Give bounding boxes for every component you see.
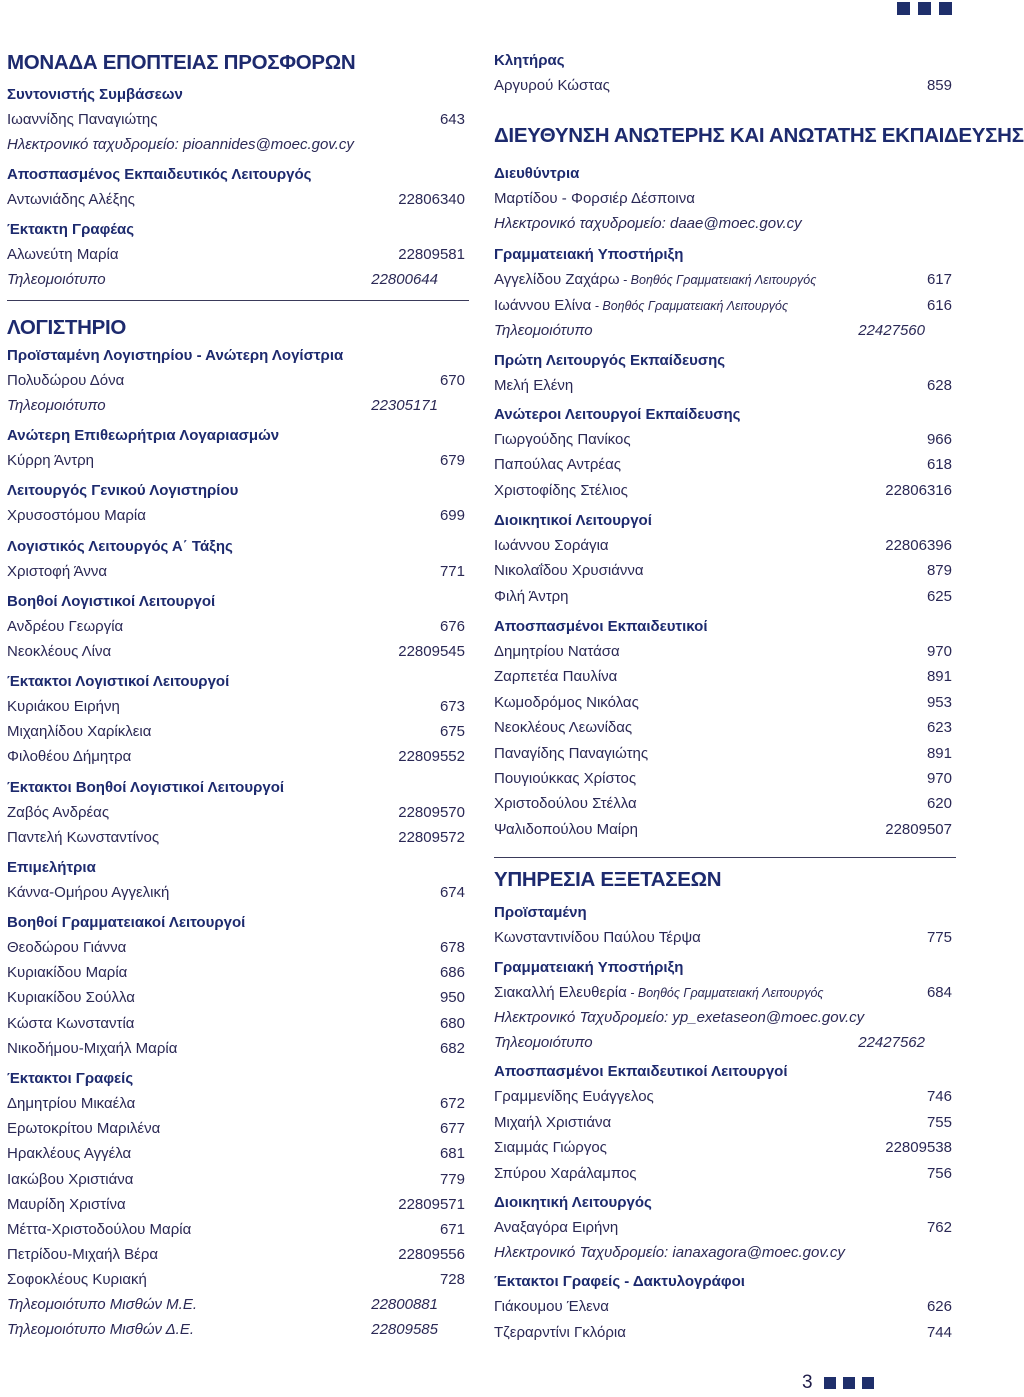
person-role: - Βοηθός Γραμματειακή Λειτουργός — [591, 299, 789, 313]
decorative-square — [843, 1377, 855, 1389]
phone-number: 762 — [926, 1219, 952, 1236]
contact-row — [494, 1323, 952, 1343]
fax-label: Τηλεομοιότυπο — [7, 271, 106, 288]
phone-number: 779 — [439, 1170, 465, 1188]
fax-row — [7, 1320, 465, 1340]
phone-number: 618 — [926, 456, 952, 474]
phone-number: 22806340 — [398, 191, 465, 208]
fax-row — [494, 1033, 952, 1053]
contact-row — [7, 1270, 465, 1290]
contact-row — [494, 642, 952, 662]
contact-row — [494, 536, 952, 556]
role-heading: Αποσπασμένοι Εκπαιδευτικοί — [494, 618, 708, 635]
role-heading: Βοηθοί Λογιστικοί Λειτουργοί — [7, 593, 216, 610]
person-name: Χρυσοστόμου Μαρία — [7, 507, 146, 524]
fax-row — [7, 396, 465, 416]
phone-number: 966 — [926, 431, 952, 448]
contact-row — [494, 744, 952, 764]
person-name: Σοφοκλέους Κυριακή — [7, 1271, 147, 1289]
fax-label: Τηλεομοιότυπο — [7, 397, 106, 415]
role-heading: Αποσπασμένος Εκπαιδευτικός Λειτουργός — [7, 166, 312, 183]
section-title: ΔΙΕΥΘΥΝΣΗ ΑΝΩΤΕΡΗΣ ΚΑΙ ΑΝΩΤΑΤΗΣ ΕΚΠΑΙΔΕΥΣΗΣ — [494, 124, 1024, 147]
person-name: Μελή Ελένη — [494, 377, 574, 394]
phone-number: 684 — [926, 984, 952, 1001]
role-heading: Έκτακτοι Γραφείς - Δακτυλογράφοι — [494, 1273, 745, 1290]
contact-row — [7, 1119, 465, 1139]
role-heading: Κλητήρας — [494, 52, 565, 69]
contact-row — [7, 110, 465, 130]
decorative-square — [939, 2, 952, 15]
person-name: Σιαμμάς Γιώργος — [494, 1139, 607, 1156]
phone-number: 22809571 — [398, 1195, 465, 1213]
fax-number: 22809585 — [371, 1321, 438, 1338]
contact-row — [7, 371, 465, 391]
contact-row — [494, 1138, 952, 1158]
person-name: Κυριακίδου Σούλλα — [7, 989, 135, 1007]
person-name: Κυριάκου Ειρήνη — [7, 698, 120, 715]
section-divider — [7, 300, 469, 301]
phone-number: 616 — [926, 297, 952, 314]
person-name: Μαρτίδου - Φορσιέρ Δέσποινα — [494, 190, 695, 207]
role-heading: Λογιστικός Λειτουργός Α΄ Τάξης — [7, 538, 233, 555]
person-name: Δημητρίου Νατάσα — [494, 643, 620, 660]
person-name: Παναγίδης Παναγιώτης — [494, 744, 649, 762]
contact-row — [7, 828, 465, 848]
contact-row — [7, 963, 465, 983]
role-heading: Διευθύντρια — [494, 165, 580, 182]
role-heading: Έκτακτη Γραφέας — [7, 221, 135, 238]
contact-row — [494, 481, 952, 501]
contact-row — [7, 697, 465, 717]
phone-number: 620 — [926, 795, 952, 813]
person-name: Νεοκλέους Λίνα — [7, 643, 112, 661]
role-heading: Γραμματειακή Υποστήριξη — [494, 959, 684, 976]
person-name: Νεοκλέους Λεωνίδας — [494, 719, 633, 737]
role-heading: Λειτουργός Γενικού Λογιστηρίου — [7, 482, 239, 499]
role-heading: Ανώτεροι Λειτουργοί Εκπαίδευσης — [494, 406, 741, 423]
person-name: Αντωνιάδης Αλέξης — [7, 191, 135, 208]
phone-number: 771 — [439, 563, 465, 580]
person-name: Γραμμενίδης Ευάγγελος — [494, 1088, 654, 1105]
person-name: Χριστοφίδης Στέλιος — [494, 481, 628, 499]
contact-row — [7, 1170, 465, 1190]
contact-row — [7, 1014, 465, 1034]
person-name: Νικολαΐδου Χρυσιάννα — [494, 562, 644, 580]
person-name: Αλωνεύτη Μαρία — [7, 246, 119, 263]
contact-row — [494, 928, 952, 948]
role-heading: Πρώτη Λειτουργός Εκπαίδευσης — [494, 352, 726, 369]
contact-row — [494, 1297, 952, 1317]
fax-row — [7, 270, 465, 290]
phone-number: 756 — [926, 1164, 952, 1182]
section-title: ΥΠΗΡΕΣΙΑ ΕΞΕΤΑΣΕΩΝ — [494, 868, 722, 891]
person-name: Φιλή Άντρη — [494, 587, 569, 605]
section-title: ΛΟΓΙΣΤΗΡΙΟ — [7, 316, 127, 339]
person-name: Κυριακίδου Μαρία — [7, 964, 128, 982]
contact-row — [494, 820, 952, 840]
contact-row — [7, 1094, 465, 1114]
role-heading: Βοηθοί Γραμματειακοί Λειτουργοί — [7, 914, 246, 931]
fax-number: 22427560 — [858, 322, 925, 339]
decorative-square — [862, 1377, 874, 1389]
contact-row — [7, 747, 465, 767]
phone-number: 677 — [439, 1120, 465, 1138]
person-name: Ζαβός Ανδρέας — [7, 804, 110, 821]
role-heading: Συντονιστής Συμβάσεων — [7, 86, 183, 103]
contact-row — [494, 189, 952, 209]
phone-number: 22806396 — [885, 537, 952, 554]
phone-number: 22809570 — [398, 804, 465, 821]
role-heading: Διοικητική Λειτουργός — [494, 1194, 652, 1211]
decorative-square — [918, 2, 931, 15]
role-heading: Προϊσταμένη Λογιστηρίου - Ανώτερη Λογίστρια — [7, 347, 344, 364]
contact-row — [7, 803, 465, 823]
person-name: Γιωργούδης Πανίκος — [494, 431, 631, 448]
phone-number: 953 — [926, 693, 952, 711]
top-corner-squares — [897, 2, 952, 15]
contact-row — [494, 296, 952, 316]
section-divider — [494, 857, 956, 858]
contact-row — [7, 562, 465, 582]
phone-number: 674 — [439, 884, 465, 901]
role-heading: Επιμελήτρια — [7, 859, 96, 876]
phone-number: 891 — [926, 744, 952, 762]
person-name: Μαυρίδη Χριστίνα — [7, 1195, 126, 1213]
person-name: Γιάκουμου Έλενα — [494, 1298, 609, 1315]
person-name: Αργυρού Κώστας — [494, 77, 610, 94]
contact-row — [7, 1144, 465, 1164]
contact-row — [7, 642, 465, 662]
phone-number: 22809538 — [885, 1139, 952, 1156]
contact-row — [7, 245, 465, 265]
phone-number: 728 — [439, 1271, 465, 1289]
person-name: Χριστοδούλου Στέλλα — [494, 795, 637, 813]
contact-row — [494, 270, 952, 290]
person-name: Μέττα-Χριστοδούλου Μαρία — [7, 1221, 192, 1238]
phone-number: 617 — [926, 271, 952, 288]
person-name: Κώστα Κωνσταντία — [7, 1014, 135, 1032]
phone-number: 628 — [926, 377, 952, 394]
contact-row — [494, 667, 952, 687]
person-name: Φιλοθέου Δήμητρα — [7, 748, 132, 766]
phone-number: 746 — [926, 1088, 952, 1105]
page-number: 3 — [802, 1372, 813, 1393]
person-name: Παπούλας Αντρέας — [494, 456, 621, 474]
person-name: Χριστοφή Άννα — [7, 563, 108, 580]
person-name: Ερωτοκρίτου Μαριλένα — [7, 1120, 161, 1138]
phone-number: 22809556 — [398, 1246, 465, 1264]
person-name: Πουγιούκκας Χρίστος — [494, 770, 637, 787]
contact-row — [7, 190, 465, 210]
role-heading: Γραμματειακή Υποστήριξη — [494, 246, 684, 263]
phone-number: 744 — [926, 1324, 952, 1341]
fax-number: 22427562 — [858, 1034, 925, 1051]
contact-row — [494, 769, 952, 789]
role-heading: Προϊσταμένη — [494, 904, 587, 921]
person-name: Ιωάννου Ελίνα — [494, 297, 592, 314]
fax-label: Τηλεομοιότυπο — [494, 322, 593, 339]
person-name: Σπύρου Χαράλαμπος — [494, 1164, 637, 1182]
person-name: Θεοδώρου Γιάννα — [7, 939, 127, 956]
contact-row — [494, 718, 952, 738]
contact-row — [494, 794, 952, 814]
email-address[interactable]: Ηλεκτρονικό Ταχυδρομείο: yp_exetaseon@moec.gov.cy — [494, 1009, 865, 1026]
person-name: Κάννα-Ομήρου Αγγελική — [7, 884, 170, 901]
phone-number: 672 — [439, 1095, 465, 1112]
phone-number: 623 — [926, 719, 952, 737]
phone-number: 675 — [439, 723, 465, 741]
page-number-footer — [802, 1372, 874, 1394]
contact-row — [7, 506, 465, 526]
person-name: Ιακώβου Χριστιάνα — [7, 1170, 134, 1188]
phone-number: 22809552 — [398, 748, 465, 766]
fax-number: 22800881 — [371, 1296, 438, 1313]
person-name: Ζαρπετέα Παυλίνα — [494, 668, 618, 686]
phone-number: 22806316 — [885, 481, 952, 499]
phone-number: 859 — [926, 77, 952, 94]
contact-row — [494, 1218, 952, 1238]
phone-number: 681 — [439, 1145, 465, 1163]
phone-number: 686 — [439, 964, 465, 982]
role-heading: Ανώτερη Επιθεωρήτρια Λογαριασμών — [7, 427, 280, 444]
person-name: Ηρακλέους Αγγέλα — [7, 1145, 132, 1163]
role-heading: Έκτακτοι Λογιστικοί Λειτουργοί — [7, 673, 230, 690]
contact-row — [494, 587, 952, 607]
role-heading: Έκτακτοι Βοηθοί Λογιστικοί Λειτουργοί — [7, 779, 285, 796]
contact-row — [494, 561, 952, 581]
phone-number: 625 — [926, 587, 952, 605]
phone-number: 970 — [926, 643, 952, 660]
phone-number: 626 — [926, 1298, 952, 1315]
section-title: ΜΟΝΑΔΑ ΕΠΟΠΤΕΙΑΣ ΠΡΟΣΦΟΡΩΝ — [7, 51, 356, 74]
person-name: Μιχαήλ Χριστιάνα — [494, 1113, 612, 1131]
phone-number: 678 — [439, 939, 465, 956]
person-name: Πετρίδου-Μιχαήλ Βέρα — [7, 1246, 159, 1264]
person-name: Νικοδήμου-Μιχαήλ Μαρία — [7, 1039, 178, 1057]
phone-number: 679 — [439, 452, 465, 469]
person-name: Ιωαννίδης Παναγιώτης — [7, 111, 158, 128]
contact-row — [494, 1087, 952, 1107]
phone-number: 755 — [926, 1113, 952, 1131]
phone-number: 643 — [439, 111, 465, 128]
email-address[interactable]: Ηλεκτρονικό Ταχυδρομείο: ianaxagora@moec.gov.cy — [494, 1244, 845, 1261]
fax-row — [7, 1295, 465, 1315]
person-name: Αγγελίδου Ζαχάρω — [494, 271, 620, 288]
contact-row — [494, 430, 952, 450]
person-name: Ανδρέου Γεωργία — [7, 618, 124, 635]
person-name: Πολυδώρου Δόνα — [7, 372, 125, 389]
fax-label: Τηλεομοιότυπο — [494, 1034, 593, 1051]
person-name: Αναξαγόρα Ειρήνη — [494, 1219, 619, 1236]
person-name: Δημητρίου Μικαέλα — [7, 1095, 136, 1112]
person-name: Κωνσταντινίδου Παύλου Τέρψα — [494, 929, 701, 946]
email-address[interactable]: Ηλεκτρονικό ταχυδρομείο: daae@moec.gov.cy — [494, 215, 802, 232]
phone-number: 970 — [926, 770, 952, 787]
phone-number: 775 — [926, 929, 952, 946]
phone-number: 22809572 — [398, 829, 465, 847]
person-name: Κύρρη Άντρη — [7, 452, 94, 469]
person-name: Μιχαηλίδου Χαρίκλεια — [7, 723, 152, 741]
phone-number: 671 — [439, 1221, 465, 1238]
person-name: Σιακαλλή Ελευθερία — [494, 984, 627, 1001]
contact-row — [7, 617, 465, 637]
fax-label: Τηλεομοιότυπο Μισθών Μ.Ε. — [7, 1296, 197, 1313]
contact-row — [7, 883, 465, 903]
fax-number: 22305171 — [371, 397, 438, 415]
fax-label: Τηλεομοιότυπο Μισθών Δ.Ε. — [7, 1321, 195, 1338]
person-role: - Βοηθός Γραμματειακή Λειτουργός — [626, 986, 824, 1000]
person-name: Ιωάννου Σοράγια — [494, 537, 609, 554]
coordinator-block — [7, 85, 465, 105]
phone-number: 680 — [439, 1014, 465, 1032]
contact-row — [7, 1195, 465, 1215]
phone-number: 22809581 — [398, 246, 465, 263]
phone-number: 22809507 — [885, 820, 952, 838]
contact-row — [7, 722, 465, 742]
role-heading: Διοικητικοί Λειτουργοί — [494, 512, 652, 529]
phone-number: 670 — [439, 372, 465, 389]
monada-section — [7, 51, 465, 75]
phone-number: 673 — [439, 698, 465, 715]
role-heading: Έκτακτοι Γραφείς — [7, 1070, 134, 1087]
phone-number: 22809545 — [398, 643, 465, 661]
phone-number: 682 — [439, 1039, 465, 1057]
person-name: Ψαλιδοπούλου Μαίρη — [494, 820, 638, 838]
fax-number: 22800644 — [371, 271, 438, 288]
fax-row — [494, 321, 952, 341]
phone-number: 676 — [439, 618, 465, 635]
phone-number: 699 — [439, 507, 465, 524]
role-heading: Αποσπασμένοι Εκπαιδευτικοί Λειτουργοί — [494, 1063, 788, 1080]
contact-row — [494, 455, 952, 475]
contact-row — [494, 376, 952, 396]
phone-number: 891 — [926, 668, 952, 686]
contact-row — [494, 1113, 952, 1133]
contact-row — [7, 1039, 465, 1059]
contact-row — [7, 988, 465, 1008]
person-name: Παντελή Κωνσταντίνος — [7, 829, 160, 847]
phone-number: 950 — [439, 989, 465, 1007]
contact-row — [494, 983, 952, 1003]
phone-number: 879 — [926, 562, 952, 580]
decorative-square — [897, 2, 910, 15]
contact-row — [494, 1164, 952, 1184]
contact-row — [7, 938, 465, 958]
contact-row — [7, 451, 465, 471]
email-address[interactable]: Ηλεκτρονικό ταχυδρομείο: pioannides@moec.gov.cy — [7, 136, 354, 153]
person-name: Τζεραρντίνι Γκλόρια — [494, 1324, 626, 1341]
decorative-square — [824, 1377, 836, 1389]
person-name: Κωμοδρόμος Νικόλας — [494, 693, 639, 711]
contact-row — [494, 76, 952, 96]
contact-row — [494, 693, 952, 713]
person-role: - Βοηθός Γραμματειακή Λειτουργός — [619, 273, 817, 287]
contact-row — [7, 1245, 465, 1265]
contact-row — [7, 1220, 465, 1240]
